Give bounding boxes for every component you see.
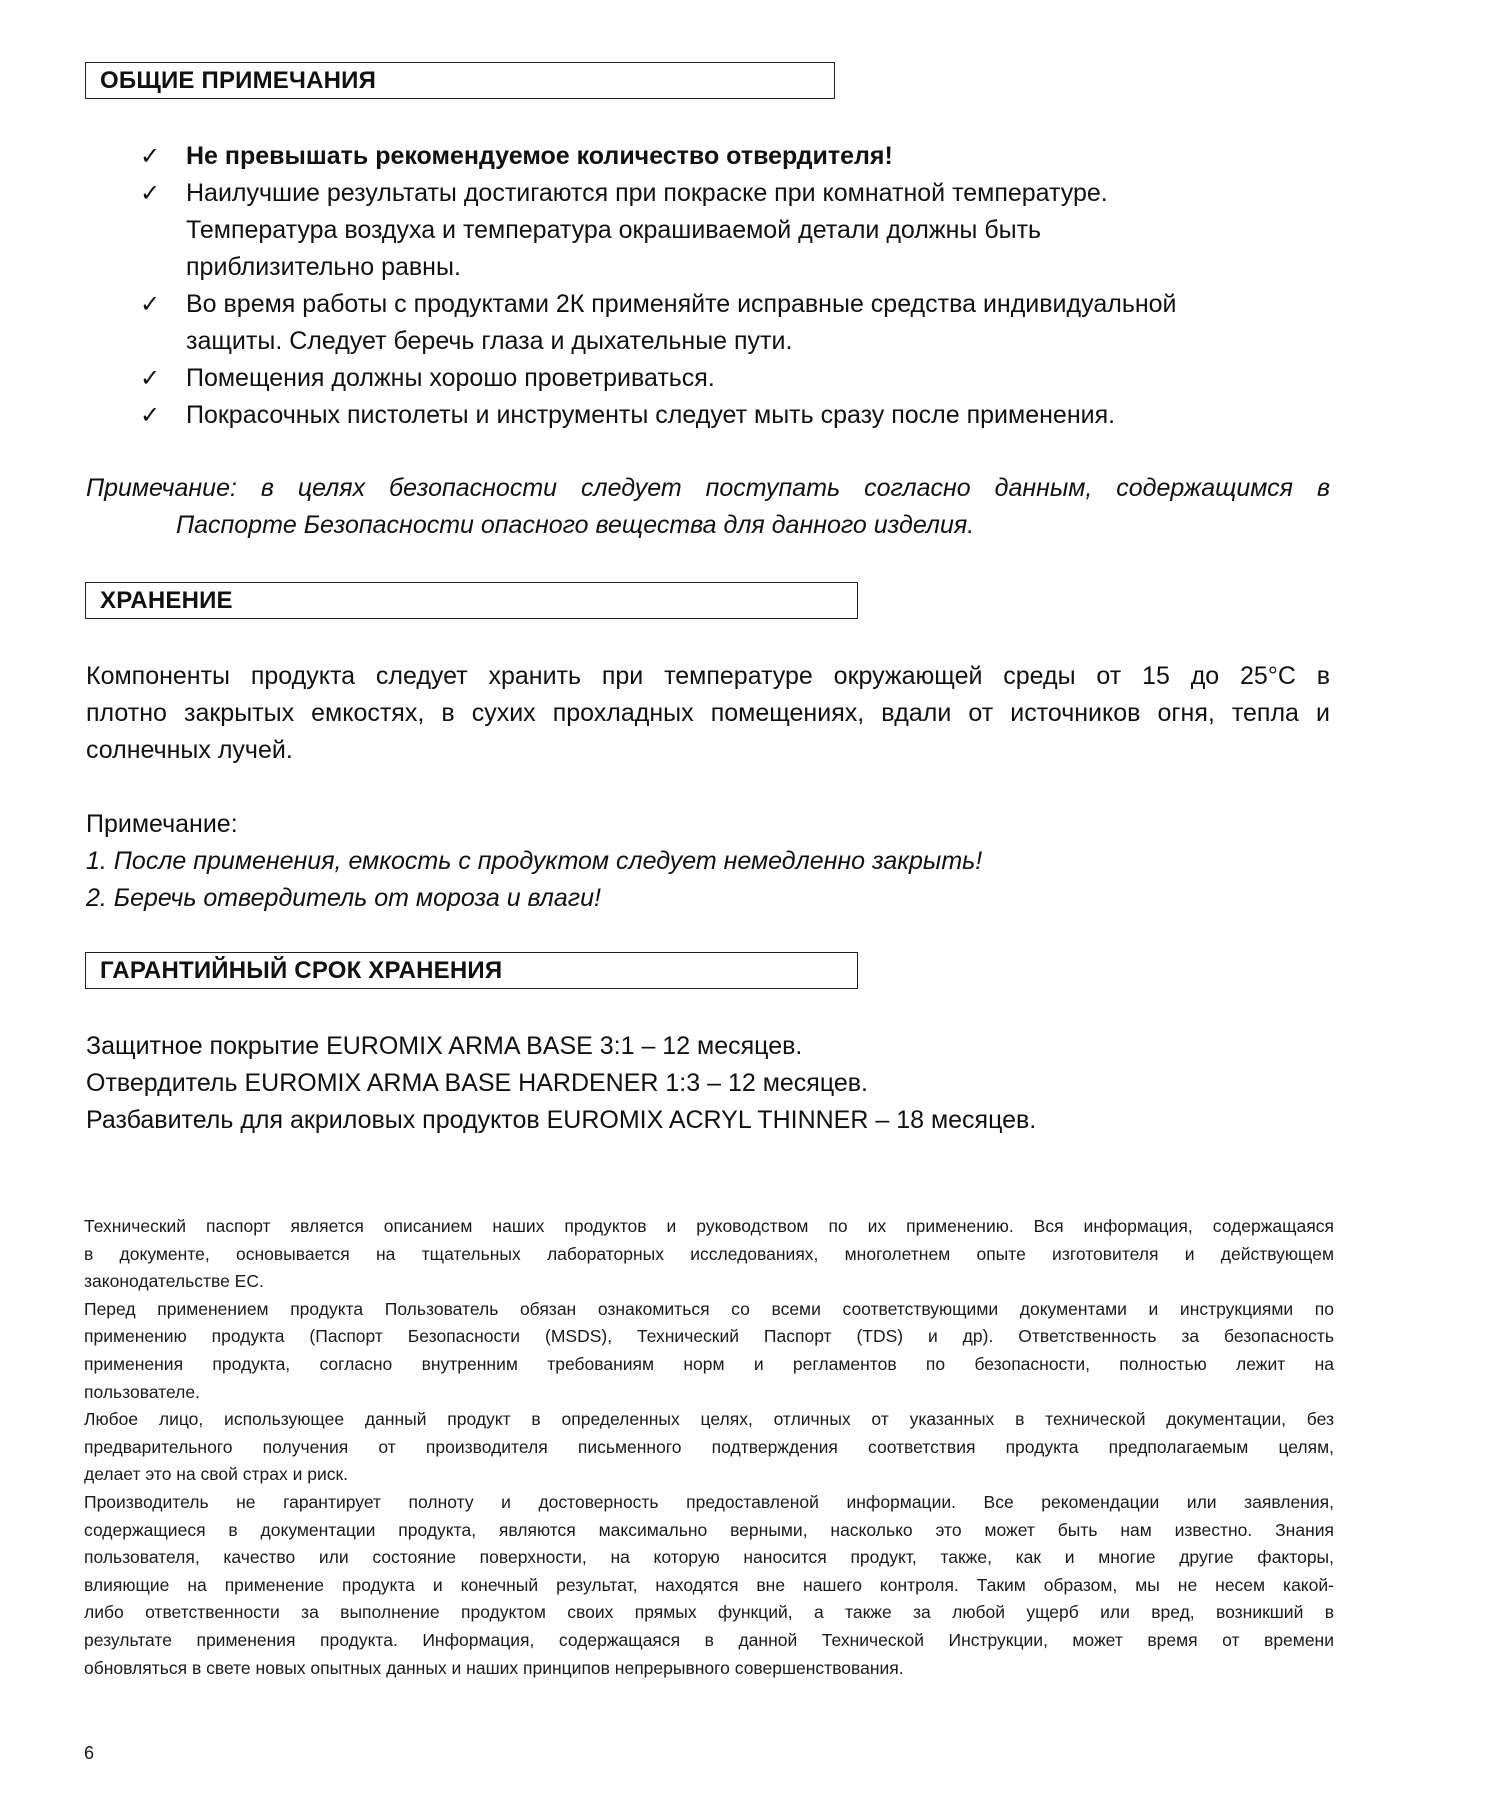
checklist-item-text xyxy=(186,397,1340,434)
checklist-line: Покрасочных пистолеты и инструменты следует мыть сразу после применения. xyxy=(186,401,1116,429)
shelf-life-item: Разбавитель для акриловых продуктов EUROMIX ACRYL THINNER – 18 месяцев. xyxy=(86,1106,1037,1134)
disclaimer-line: применению продукта (Паспорт Безопасности (MSDS), Технический Паспорт (TDS) и др). Ответственность за безопасность xyxy=(84,1326,1334,1347)
section-title: ОБЩИЕ ПРИМЕЧАНИЯ xyxy=(100,66,377,94)
checklist-item-text xyxy=(186,360,1340,397)
checkmark-icon: ✓ xyxy=(140,291,161,318)
section-header-general-notes xyxy=(85,62,835,99)
storage-note-item: 1. После применения, емкость с продуктом следует немедленно закрыть! xyxy=(86,847,983,875)
checklist-item xyxy=(140,175,1340,286)
checkmark-icon: ✓ xyxy=(140,143,161,170)
storage-paragraph xyxy=(86,658,1330,769)
disclaimer-line: Производитель не гарантирует полноту и достоверность предоставленой информации. Все рекомендации или заявления, xyxy=(84,1491,1334,1512)
disclaimer-line: результате применения продукта. Информация, содержащаяся в данной Технической Инструкции, может время от времени xyxy=(84,1629,1334,1650)
legal-disclaimer xyxy=(84,1213,1334,1682)
section-title: ГАРАНТИЙНЫЙ СРОК ХРАНЕНИЯ xyxy=(100,956,503,984)
safety-note-line-1: Примечание: в целях безопасности следует поступать согласно данным, содержащимся в xyxy=(86,474,1330,502)
section-header-storage xyxy=(85,582,858,619)
checklist-item xyxy=(140,360,1340,397)
storage-note-item: 2. Беречь отвердитель от мороза и влаги! xyxy=(86,884,601,912)
storage-line-1: Компоненты продукта следует хранить при температуре окружающей среды от 15 до 25°C в xyxy=(86,662,1330,690)
storage-line-3: солнечных лучей. xyxy=(86,736,293,764)
disclaimer-line: содержащиеся в документации продукта, являются максимально верными, насколько это может быть нам известно. Знания xyxy=(84,1519,1334,1540)
storage-note-label: Примечание: xyxy=(86,810,238,838)
checklist-line: Не превышать рекомендуемое количество отвердителя! xyxy=(186,142,893,170)
storage-line-2: плотно закрытых емкостях, в сухих прохладных помещениях, вдали от источников огня, тепла и xyxy=(86,699,1330,727)
disclaimer-line: делает это на свой страх и риск. xyxy=(84,1464,349,1485)
checklist-line: приблизительно равны. xyxy=(186,253,461,281)
checklist-item xyxy=(140,138,1340,175)
disclaimer-line: Технический паспорт является описанием наших продуктов и руководством по их применению. Вся информация, содержащаяся xyxy=(84,1216,1334,1236)
disclaimer-line: пользователя, качество или состояние поверхности, на которую наносится продукт, также, как и многие другие факторы, xyxy=(84,1547,1334,1568)
checklist-item-text xyxy=(186,175,1340,286)
shelf-life-list xyxy=(86,1028,1330,1139)
disclaimer-line: законодательстве ЕС. xyxy=(84,1271,264,1292)
checklist-line: Помещения должны хорошо проветриваться. xyxy=(186,364,715,392)
disclaimer-line: применения продукта, согласно внутренним требованиям норм и регламентов по безопасности, полностью лежит на xyxy=(84,1353,1334,1374)
checklist-line: Наилучшие результаты достигаются при покраске при комнатной температуре. xyxy=(186,179,1108,207)
section-header-shelf-life xyxy=(85,952,858,989)
section-title: ХРАНЕНИЕ xyxy=(100,586,233,614)
disclaimer-line: обновляться в свете новых опытных данных и наших принципов непрерывного совершенствования. xyxy=(84,1657,904,1678)
disclaimer-line: предварительного получения от производителя письменного подтверждения соответствия продукта предполагаемым целям, xyxy=(84,1436,1334,1457)
page-number: 6 xyxy=(84,1743,95,1763)
checklist-line: Температура воздуха и температура окрашиваемой детали должны быть xyxy=(186,216,1042,244)
storage-note xyxy=(86,806,1330,917)
shelf-life-item: Защитное покрытие EUROMIX ARMA BASE 3:1 – 12 месяцев. xyxy=(86,1032,803,1060)
checklist-item-text xyxy=(186,286,1340,360)
safety-note xyxy=(86,470,1330,544)
checkmark-icon: ✓ xyxy=(140,402,161,429)
disclaimer-line: либо ответственности за выполнение продуктом своих прямых функций, а также за любой ущерб или вред, возникший в xyxy=(84,1602,1334,1623)
disclaimer-line: Перед применением продукта Пользователь обязан ознакомиться со всеми соответствующими документами и инструкциями по xyxy=(84,1298,1334,1319)
checklist-line: защиты. Следует беречь глаза и дыхательные пути. xyxy=(186,327,793,355)
checkmark-icon: ✓ xyxy=(140,180,161,207)
disclaimer-line: в документе, основывается на тщательных лабораторных исследованиях, многолетнем опыте изготовителя и действующем xyxy=(84,1243,1334,1264)
disclaimer-line: пользователе. xyxy=(84,1381,200,1402)
checkmark-icon: ✓ xyxy=(140,365,161,392)
checklist-item xyxy=(140,286,1340,360)
general-notes-checklist xyxy=(140,138,1340,434)
safety-note-line-2: Паспорте Безопасности опасного вещества для данного изделия. xyxy=(176,511,975,539)
disclaimer-line: Любое лицо, использующее данный продукт в определенных целях, отличных от указанных в технической документации, без xyxy=(84,1409,1334,1430)
checklist-line: Во время работы с продуктами 2К применяйте исправные средства индивидуальной xyxy=(186,290,1177,318)
checklist-item-text xyxy=(186,138,1340,175)
disclaimer-line: влияющие на применение продукта и конечный результат, находятся вне нашего контроля. Таким образом, мы не несем какой- xyxy=(84,1574,1334,1595)
shelf-life-item: Отвердитель EUROMIX ARMA BASE HARDENER 1:3 – 12 месяцев. xyxy=(86,1069,869,1097)
checklist-item xyxy=(140,397,1340,434)
